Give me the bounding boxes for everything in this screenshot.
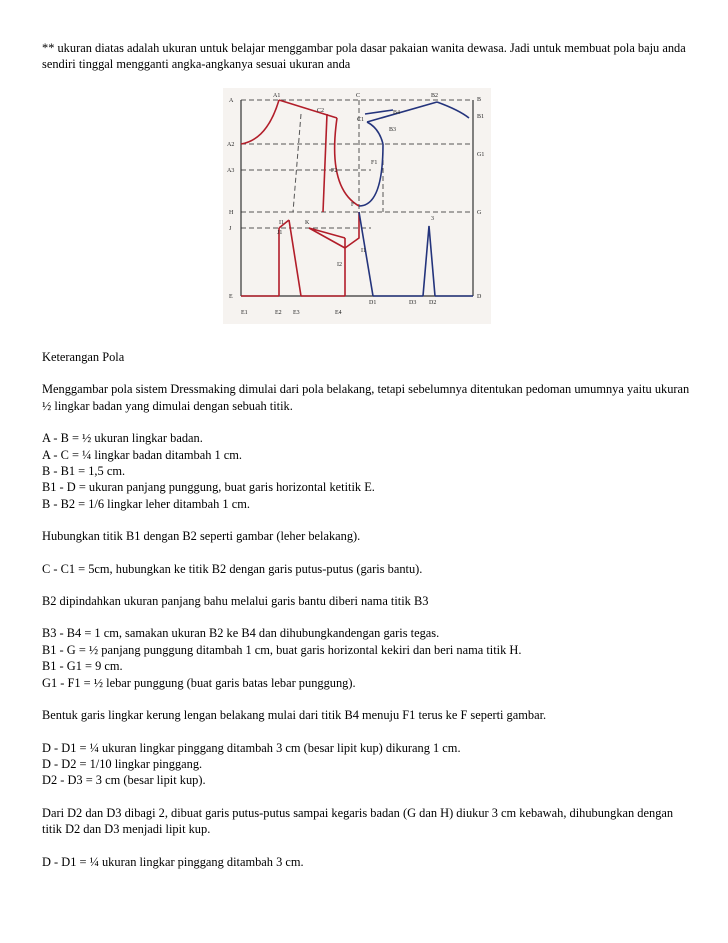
- list-item: D - D2 = 1/10 lingkar pinggang.: [42, 756, 203, 771]
- label-I3: 3: [431, 216, 434, 222]
- label-B4: B4: [393, 110, 401, 116]
- label-E3: E3: [293, 310, 300, 316]
- list-measurements-3: [42, 740, 692, 789]
- label-E4: E4: [335, 310, 342, 316]
- label-I2: I2: [337, 262, 342, 268]
- label-C1: C1: [357, 117, 365, 123]
- label-A2: A2: [227, 142, 235, 148]
- label-K: K: [305, 220, 310, 226]
- list-measurements-2: [42, 625, 692, 691]
- label-C: C: [356, 93, 361, 99]
- pattern-diagram: [223, 88, 491, 324]
- label-F2: F2: [331, 168, 338, 174]
- section-heading: Keterangan Pola: [42, 350, 125, 364]
- label-B3: B3: [389, 127, 397, 133]
- list-item: B1 - G1 = 9 cm.: [42, 659, 123, 674]
- list-item: B - B1 = 1,5 cm.: [42, 464, 126, 479]
- label-B: B: [477, 97, 482, 103]
- label-G: G: [477, 210, 482, 216]
- label-D3: D3: [409, 300, 417, 306]
- label-I1: I1: [279, 220, 284, 226]
- label-E: E: [229, 294, 233, 300]
- list-item: A - C = ¼ lingkar badan ditambah 1 cm.: [42, 447, 243, 462]
- label-F1: F1: [371, 160, 378, 166]
- list-item: B - B2 = 1/6 lingkar leher ditambah 1 cm.: [42, 496, 250, 511]
- list-item: B1 - D = ukuran panjang punggung, buat garis horizontal ketitik E.: [42, 480, 375, 495]
- label-H: H: [229, 210, 234, 216]
- list-item: A - B = ½ ukuran lingkar badan.: [42, 431, 203, 446]
- paragraph-guide-line: C - C1 = 5cm, hubungkan ke titik B2 dengan garis putus-putus (garis bantu).: [42, 561, 423, 576]
- text-body: [42, 349, 692, 870]
- list-item: B1 - G = ½ panjang punggung ditambah 1 cm, buat garis horizontal kekiri dan beri nama titik H.: [42, 642, 522, 657]
- label-B2: B2: [431, 93, 439, 99]
- label-D2: D2: [429, 300, 437, 306]
- label-D1: D1: [369, 300, 377, 306]
- paragraph-waist: D - D1 = ¼ ukuran lingkar pinggang ditambah 3 cm.: [42, 854, 304, 869]
- label-B1: B1: [477, 114, 485, 120]
- paragraph-neck: Hubungkan titik B1 dengan B2 seperti gambar (leher belakang).: [42, 529, 361, 544]
- intro-note: ** ukuran diatas adalah ukuran untuk belajar menggambar pola dasar pakaian wanita dewasa. Jadi untuk membuat pola baju anda sendiri tinggal mengganti angka-angkanya sesuai ukuran anda: [42, 41, 686, 72]
- label-F: F: [351, 202, 355, 208]
- label-A: A: [229, 98, 234, 104]
- paragraph-intro-method: Menggambar pola sistem Dressmaking dimulai dari pola belakang, tetapi sebelumnya ditentukan pedoman umumnya yaitu ukuran ½ lingkar badan yang dimulai dengan sebuah titik.: [42, 382, 690, 413]
- list-item: G1 - F1 = ½ lebar punggung (buat garis batas lebar punggung).: [42, 675, 356, 690]
- list-item: B3 - B4 = 1 cm, samakan ukuran B2 ke B4 dan dihubungkandengan garis tegas.: [42, 626, 440, 641]
- list-measurements-1: [42, 430, 692, 512]
- label-J: J: [229, 226, 232, 232]
- paragraph-shoulder: B2 dipindahkan ukuran panjang bahu melalui garis bantu diberi nama titik B3: [42, 594, 429, 609]
- document-page: [42, 40, 692, 73]
- label-D: D: [477, 294, 482, 300]
- pattern-figure: [223, 88, 491, 324]
- label-H1: I1: [361, 248, 366, 254]
- label-G1: G1: [477, 152, 485, 158]
- label-A3: A3: [227, 168, 235, 174]
- paragraph-dart: Dari D2 dan D3 dibagi 2, dibuat garis putus-putus sampai kegaris badan (G dan H) diukur 3 cm kebawah, dihubungkan dengan titik D2 dan D3 menjadi lipit kup.: [42, 805, 674, 837]
- label-E1: E1: [241, 310, 248, 316]
- label-C2: C2: [317, 108, 325, 114]
- label-J1: J1: [277, 230, 283, 236]
- paragraph-armhole: Bentuk garis lingkar kerung lengan belakang mulai dari titik B4 menuju F1 terus ke F seperti gambar.: [42, 708, 547, 723]
- label-E2: E2: [275, 310, 282, 316]
- list-item: D2 - D3 = 3 cm (besar lipit kup).: [42, 773, 206, 788]
- label-A1: A1: [273, 93, 281, 99]
- list-item: D - D1 = ¼ ukuran lingkar pinggang ditambah 3 cm (besar lipit kup) dikurang 1 cm.: [42, 740, 461, 755]
